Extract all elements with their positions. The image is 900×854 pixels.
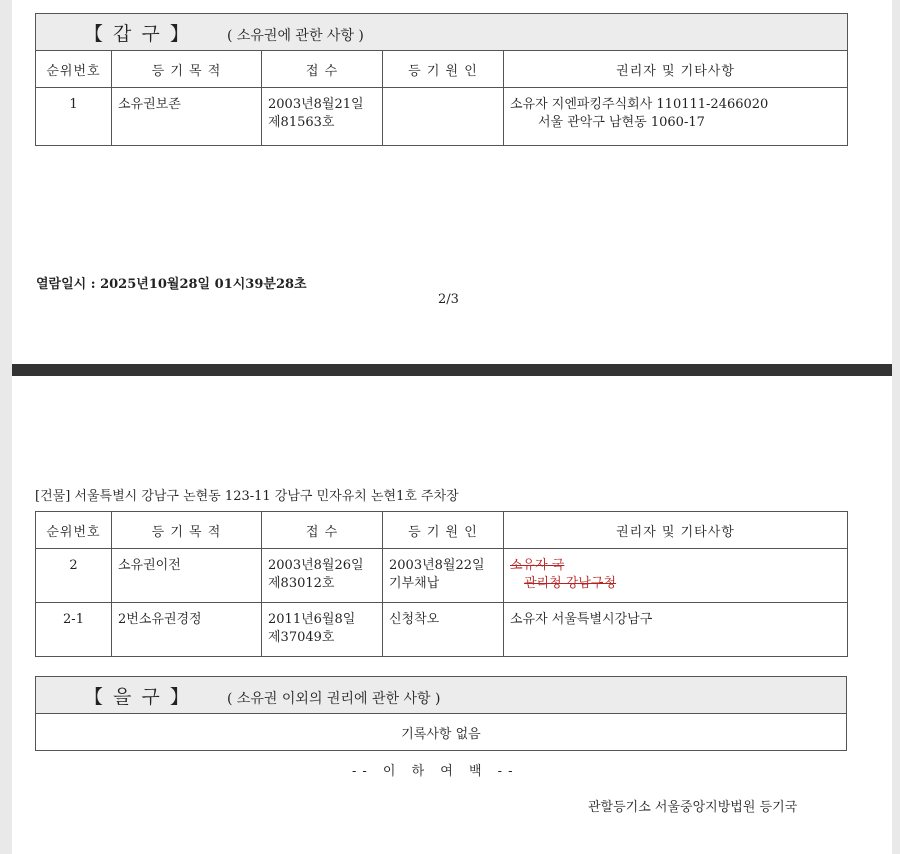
receipt-date: 2003년8월21일	[268, 97, 364, 112]
col-purpose: 등 기 목 적	[112, 51, 262, 88]
col-receipt: 접 수	[262, 512, 383, 549]
receipt-number: 제37049호	[268, 630, 335, 645]
gapgu-title: 【 갑 구 】	[84, 22, 191, 45]
col-receipt: 접 수	[262, 51, 383, 88]
page-divider	[12, 364, 892, 376]
gapgu-table	[35, 13, 848, 146]
cause-cell	[383, 88, 504, 146]
rights-owner: 소유자 지엔파킹주식회사 110111-2466020	[510, 97, 769, 112]
building-address: [건물] 서울특별시 강남구 논현동 123-11 강남구 민자유치 논현1호 주차장	[35, 489, 459, 504]
purpose-cell: 2번소유권경정	[112, 603, 262, 657]
gapgu-subtitle: ( 소유권에 관한 사항 )	[226, 27, 364, 44]
cause-reason: 기부채납	[389, 576, 440, 591]
gapgu-header	[36, 14, 848, 51]
viewed-datetime: 열람일시 : 2025년10월28일 01시39분28초	[36, 277, 307, 292]
rights-owner-struck: 소유자 국	[510, 558, 565, 573]
col-rights: 권리자 및 기타사항	[504, 51, 848, 88]
receipt-cell	[262, 88, 383, 146]
receipt-date: 2011년6월8일	[268, 612, 356, 627]
table-row	[36, 88, 848, 146]
gapgu-continued-table	[35, 511, 848, 657]
registry-office: 관할등기소 서울중앙지방법원 등기국	[588, 800, 798, 815]
col-cause: 등 기 원 인	[383, 51, 504, 88]
cause-date: 2003년8월22일	[389, 558, 485, 573]
rights-cell	[504, 88, 848, 146]
col-purpose: 등 기 목 적	[112, 512, 262, 549]
receipt-cell	[262, 603, 383, 657]
col-rank: 순위번호	[36, 512, 112, 549]
eulgu-title: 【 을 구 】	[84, 685, 191, 708]
eulgu-table	[35, 676, 847, 751]
rights-cell: 소유자 서울특별시강남구	[504, 603, 848, 657]
rank-cell: 2	[36, 549, 112, 603]
page-number: 2/3	[438, 292, 459, 307]
table-row	[36, 603, 848, 657]
eulgu-none: 기록사항 없음	[36, 714, 847, 751]
eulgu-subtitle: ( 소유권 이외의 권리에 관한 사항 )	[226, 690, 441, 707]
purpose-cell: 소유권보존	[112, 88, 262, 146]
col-rights: 권리자 및 기타사항	[504, 512, 848, 549]
col-cause: 등 기 원 인	[383, 512, 504, 549]
end-mark: -- 이 하 여 백 --	[352, 764, 519, 779]
receipt-number: 제83012호	[268, 576, 335, 591]
purpose-cell: 소유권이전	[112, 549, 262, 603]
rights-cell	[504, 549, 848, 603]
eulgu-header	[36, 677, 847, 714]
rank-cell: 1	[36, 88, 112, 146]
table-row	[36, 549, 848, 603]
receipt-date: 2003년8월26일	[268, 558, 364, 573]
col-rank: 순위번호	[36, 51, 112, 88]
rights-address: 서울 관악구 남현동 1060-17	[538, 115, 705, 130]
cause-cell: 신청착오	[383, 603, 504, 657]
receipt-cell	[262, 549, 383, 603]
rank-cell: 2-1	[36, 603, 112, 657]
receipt-number: 제81563호	[268, 115, 335, 130]
rights-manager-struck: 관리청 강남구청	[524, 576, 617, 591]
cause-cell	[383, 549, 504, 603]
